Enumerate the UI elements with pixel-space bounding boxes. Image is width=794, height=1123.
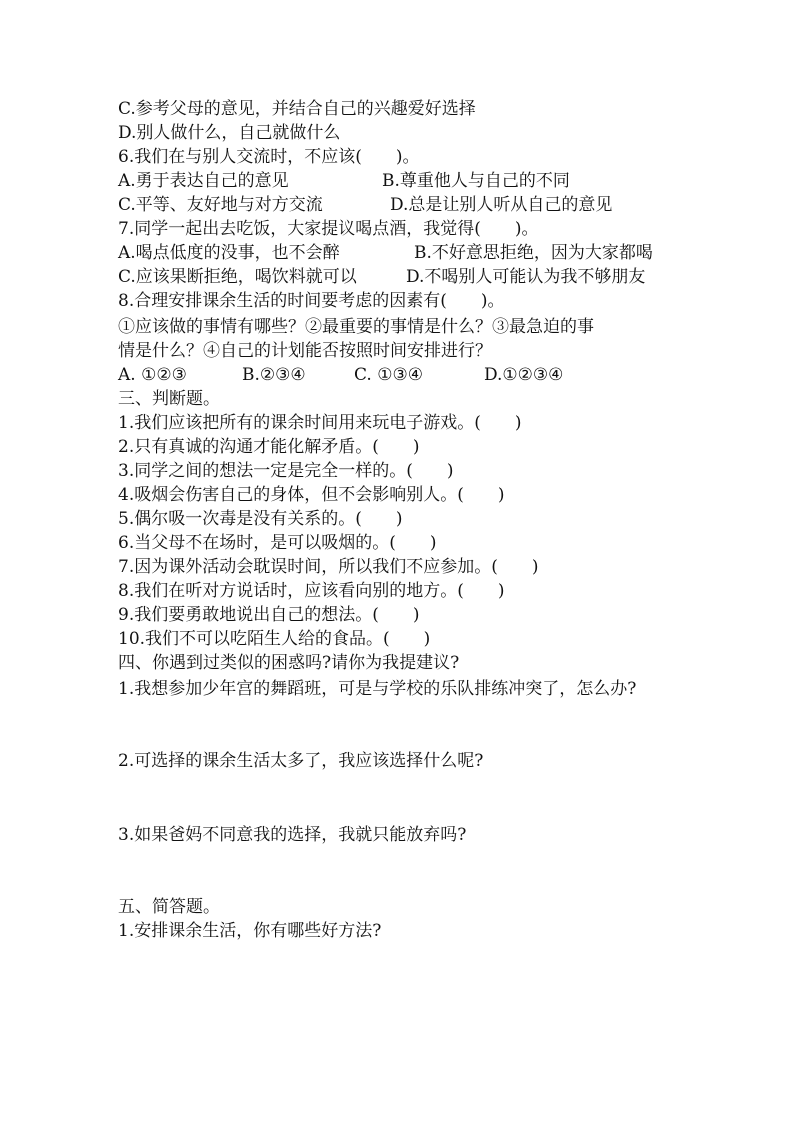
q8-option-c: C. ①③④ — [354, 365, 423, 385]
q6-option-b: B.尊重他人与自己的不同 — [382, 171, 570, 191]
short-answer-1: 1.安排课余生活，你有哪些好方法? — [118, 921, 382, 941]
q6-option-a: A.勇于表达自己的意见 — [118, 171, 289, 191]
q7-option-c: C.应该果断拒绝，喝饮料就可以 — [118, 267, 357, 287]
judge-9: 9.我们要勇敢地说出自己的想法。( ) — [118, 605, 420, 625]
q7-option-b: B.不好意思拒绝，因为大家都喝 — [414, 243, 653, 263]
judge-4: 4.吸烟会伤害自己的身体，但不会影响别人。( ) — [118, 485, 505, 505]
judge-7: 7.因为课外活动会耽误时间，所以我们不应参加。( ) — [118, 557, 539, 577]
judge-5: 5.偶尔吸一次毒是没有关系的。( ) — [118, 509, 403, 529]
suggestion-2: 2.可选择的课余生活太多了，我应该选择什么呢? — [118, 751, 484, 771]
judge-2: 2.只有真诚的沟通才能化解矛盾。( ) — [118, 437, 420, 457]
q8-option-b: B.②③④ — [242, 365, 306, 385]
suggestion-3: 3.如果爸妈不同意我的选择，我就只能放弃吗? — [118, 825, 467, 845]
question-6: 6.我们在与别人交流时，不应该( )。 — [118, 147, 420, 167]
section-4-heading: 四、你遇到过类似的困惑吗?请你为我提建议? — [118, 653, 460, 673]
section-3-heading: 三、判断题。 — [118, 389, 220, 409]
suggestion-1: 1.我想参加少年宫的舞蹈班，可是与学校的乐队排练冲突了，怎么办? — [118, 679, 637, 699]
q6-option-d: D.总是让别人听从自己的意见 — [390, 195, 613, 215]
judge-8: 8.我们在听对方说话时，应该看向别的地方。( ) — [118, 581, 505, 601]
q8-items-line-2: 情是什么？④自己的计划能否按照时间安排进行？ — [118, 341, 492, 361]
section-5-heading: 五、简答题。 — [118, 897, 220, 917]
q8-items-line-1: ①应该做的事情有哪些？②最重要的事情是什么？③最急迫的事 — [118, 317, 594, 337]
judge-1: 1.我们应该把所有的课余时间用来玩电子游戏。( ) — [118, 413, 522, 433]
q7-option-d: D.不喝别人可能认为我不够朋友 — [406, 267, 646, 287]
q5-option-d: D.别人做什么，自己就做什么 — [118, 123, 341, 143]
judge-10: 10.我们不可以吃陌生人给的食品。( ) — [118, 629, 431, 649]
judge-3: 3.同学之间的想法一定是完全一样的。( ) — [118, 461, 454, 481]
q7-option-a: A.喝点低度的没事，也不会醉 — [118, 243, 340, 263]
question-7: 7.同学一起出去吃饭，大家提议喝点酒，我觉得( )。 — [118, 219, 539, 239]
q8-option-a: A. ①②③ — [118, 365, 187, 385]
judge-6: 6.当父母不在场时，是可以吸烟的。( ) — [118, 533, 437, 553]
q6-option-c: C.平等、友好地与对方交流 — [118, 195, 323, 215]
q5-option-c: C.参考父母的意见，并结合自己的兴趣爱好选择 — [118, 99, 476, 119]
question-8: 8.合理安排课余生活的时间要考虑的因素有( )。 — [118, 291, 505, 311]
q8-option-d: D.①②③④ — [484, 365, 564, 385]
